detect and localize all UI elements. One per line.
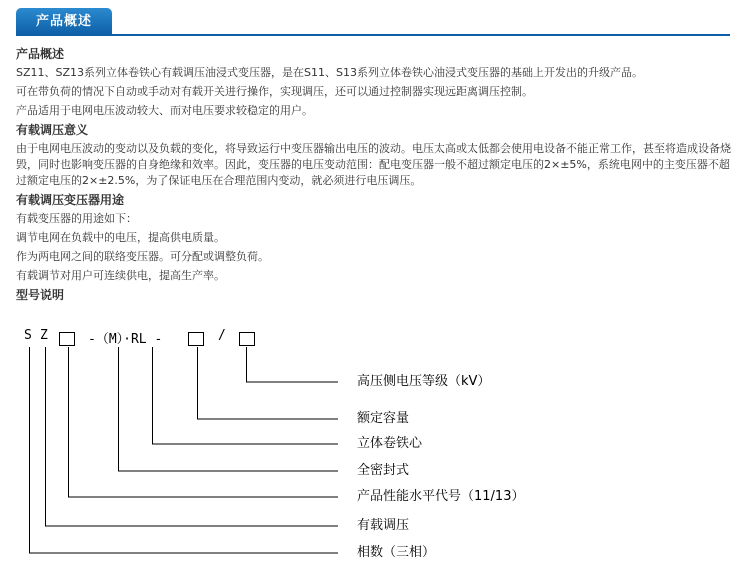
overview-line-1: SZ11、SZ13系列立体卷铁心有载调压油浸式变压器，是在S11、S13系列立体卷铁心油浸式变压器的基础上开发出的升级产品。 <box>16 66 643 79</box>
label-voltage-class: 高压侧电压等级（kV） <box>357 374 491 389</box>
meaning-paragraph: 由于电网电压波动的变动以及负载的变化，将导致运行中变压器输出电压的波动。电压太高或太低都会使用电设备不能正常工作，甚至将造成设备烧毁，同时也影响变压器的自身绝缘和效率。因此，变压器的电压变动范围：配电变压器一般不超过额定电压的2×±5%，系统电网中的主变压器不超过额定电压的2×±2.5%，为了保证电压在合理范围内变动，就必须进行电压调压。 <box>16 142 731 187</box>
content <box>16 46 738 306</box>
code-box-voltage <box>239 332 255 346</box>
label-performance-level: 产品性能水平代号（11/13） <box>357 489 525 504</box>
label-rated-capacity: 额定容量 <box>357 411 410 426</box>
label-wound-core: 立体卷铁心 <box>357 436 423 451</box>
overview-heading: 产品概述 <box>16 47 65 61</box>
leader-line-phase <box>30 347 339 553</box>
meaning-heading: 有载调压意义 <box>16 123 89 137</box>
leader-line-core <box>153 347 339 444</box>
leader-line-onload <box>46 347 339 526</box>
label-onload-tap: 有载调压 <box>357 518 410 533</box>
overview-line-2: 可在带负荷的情况下自动或手动对有载开关进行操作，实现调压，还可以通过控制器实现远距离调压控制。 <box>16 85 533 98</box>
tab-bar <box>16 8 730 36</box>
model-diagram <box>0 325 745 574</box>
usage-line-4: 有载调节对用户可连续供电，提高生产率。 <box>16 269 225 282</box>
overview-line-3: 产品适用于电网电压波动较大、而对电压要求较稳定的用户。 <box>16 104 313 117</box>
usage-heading: 有载调压变压器用途 <box>16 193 125 207</box>
model-heading: 型号说明 <box>16 288 65 302</box>
leader-line-level <box>69 347 339 497</box>
usage-line-3: 作为两电网之间的联络变压器。可分配或调整负荷。 <box>16 250 269 263</box>
tab-underline <box>16 34 730 36</box>
code-z: Z <box>40 328 48 343</box>
label-phase: 相数（三相） <box>357 545 436 560</box>
leader-line-voltage <box>247 347 339 382</box>
code-box-level <box>59 332 75 346</box>
code-s: S <box>24 328 32 343</box>
code-slash: / <box>218 328 226 343</box>
label-sealed: 全密封式 <box>357 463 410 478</box>
code-middle: -（M）·RL - <box>88 332 163 347</box>
leader-line-sealed <box>119 347 339 471</box>
usage-line-1: 有载变压器的用途如下： <box>16 212 137 225</box>
tab-product-overview[interactable]: 产品概述 <box>16 8 112 35</box>
leader-line-capacity <box>198 347 339 419</box>
usage-line-2: 调节电网在负载中的电压，提高供电质量。 <box>16 231 225 244</box>
code-box-capacity <box>188 332 204 346</box>
